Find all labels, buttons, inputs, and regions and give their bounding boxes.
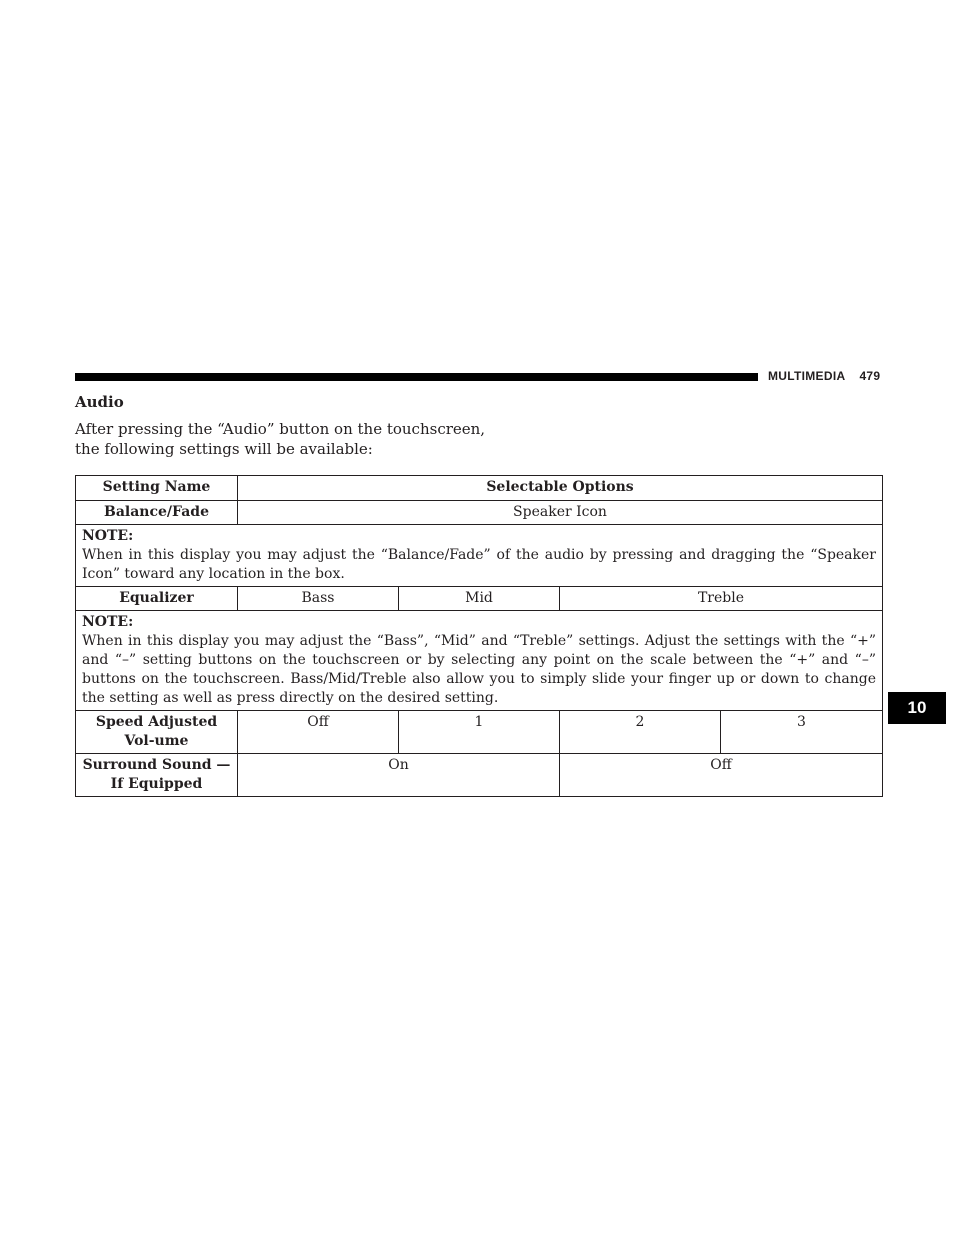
running-head (768, 369, 880, 383)
page-number: 479 (859, 369, 881, 383)
speed-volume-option-2: 2 (560, 711, 721, 754)
table-row-note-2 (76, 611, 883, 711)
note-1-text: When in this display you may adjust the “Balance/Fade” of the audio by pressing and dragging the “Speaker Icon” toward any location in the box. (82, 547, 876, 582)
equalizer-option-treble: Treble (560, 587, 883, 611)
note-1-label: NOTE: (82, 528, 134, 544)
equalizer-option-bass: Bass (238, 587, 399, 611)
balance-name: Balance/Fade (76, 501, 238, 525)
table-row-equalizer (76, 587, 883, 611)
chapter-tab: 10 (888, 692, 946, 724)
note-2-text: When in this display you may adjust the “Bass”, “Mid” and “Treble” settings. Adjust the settings with the “+” and “–” setting buttons on the touchscreen or by selecting any point on the scale between the “+” and “–” buttons on the touchscreen. Bass/Mid/Treble also allow you to simply slide your finger up or down to change the setting as well as press directly on the desired setting. (82, 633, 876, 706)
speed-volume-name: Speed Adjusted Vol-ume (76, 711, 238, 754)
speed-volume-option-1: 1 (399, 711, 560, 754)
surround-option-on: On (238, 754, 560, 797)
header-selectable-options: Selectable Options (238, 476, 883, 501)
speed-volume-option-3: 3 (721, 711, 883, 754)
table-header-row (76, 476, 883, 501)
table-row-balance (76, 501, 883, 525)
note-1 (76, 525, 883, 587)
surround-name: Surround Sound — If Equipped (76, 754, 238, 797)
speed-volume-option-off: Off (238, 711, 399, 754)
equalizer-option-mid: Mid (399, 587, 560, 611)
note-2 (76, 611, 883, 711)
surround-option-off: Off (560, 754, 883, 797)
equalizer-name: Equalizer (76, 587, 238, 611)
audio-settings-table (75, 475, 883, 797)
header-rule (75, 373, 758, 381)
note-2-label: NOTE: (82, 614, 134, 630)
section-heading: Audio (75, 393, 124, 411)
intro-paragraph: After pressing the “Audio” button on the touchscreen, the following settings will be available: (75, 420, 486, 458)
section-title: MULTIMEDIA (768, 369, 846, 383)
header-setting-name: Setting Name (76, 476, 238, 501)
table-row-note-1 (76, 525, 883, 587)
balance-option: Speaker Icon (238, 501, 883, 525)
table-row-speed-volume (76, 711, 883, 754)
table-row-surround (76, 754, 883, 797)
